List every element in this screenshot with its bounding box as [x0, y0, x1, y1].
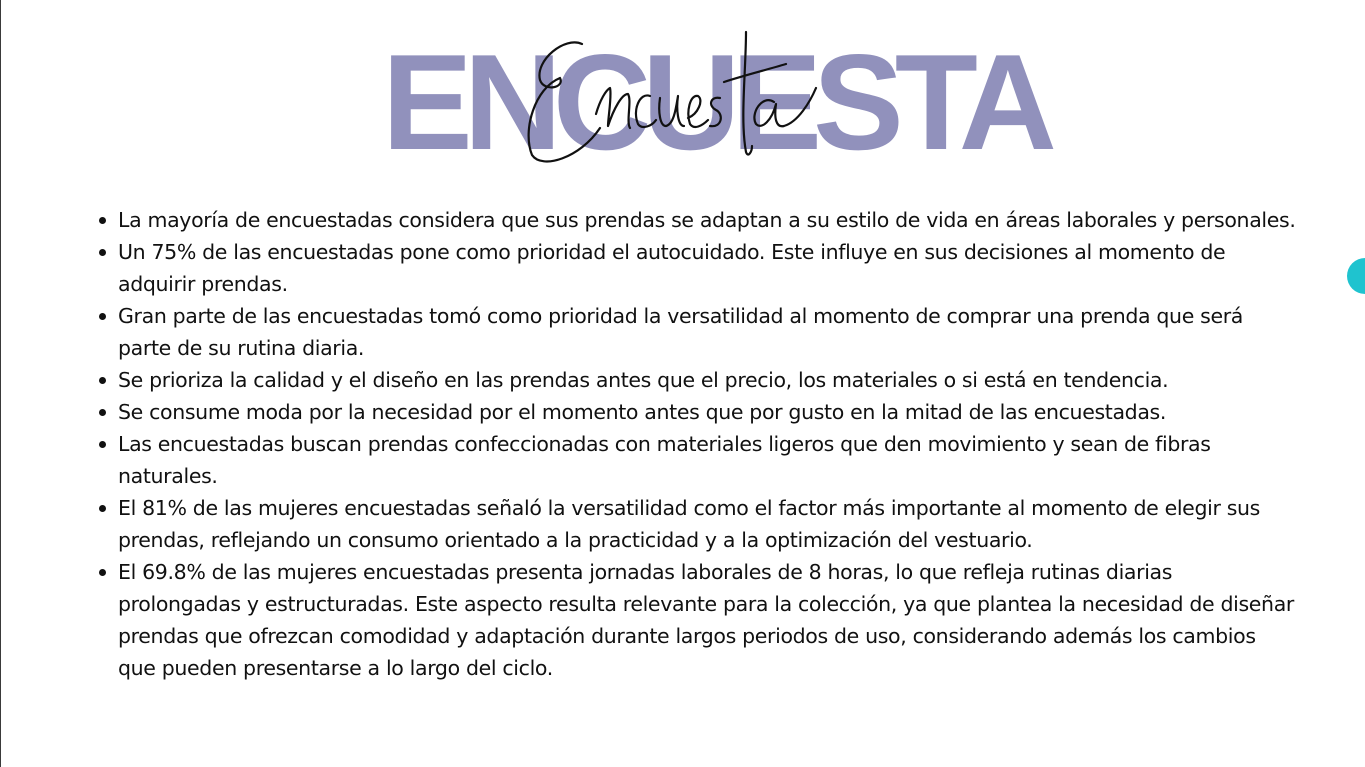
list-item: El 81% de las mujeres encuestadas señaló la versatilidad como el factor más importante al momento de elegir sus prendas, reflejando un consumo orientado a la practicidad y a la optimización del vestuario. — [98, 492, 1298, 556]
list-item: La mayoría de encuestadas considera que sus prendas se adaptan a su estilo de vida en áreas laborales y personales. — [98, 204, 1298, 236]
list-item: El 69.8% de las mujeres encuestadas presenta jornadas laborales de 8 horas, lo que refleja rutinas diarias prolongadas y estructuradas. Este aspecto resulta relevante para la colección, ya que plantea la necesidad de diseñar prendas que ofrezcan comodidad y adaptación durante largos periodos de uso, considerando además los cambios que pueden presentarse a lo largo del ciclo. — [98, 556, 1298, 684]
slide-left-border — [0, 0, 1, 767]
title-script-lettering — [510, 30, 850, 170]
list-item: Las encuestadas buscan prendas confeccionadas con materiales ligeros que den movimiento y sean de fibras naturales. — [98, 428, 1298, 492]
title-block-text: ENCUESTA — [382, 26, 1048, 178]
list-item: Se consume moda por la necesidad por el momento antes que por gusto en la mitad de las encuestadas. — [98, 396, 1298, 428]
list-item: Se prioriza la calidad y el diseño en las prendas antes que el precio, los materiales o si está en tendencia. — [98, 364, 1298, 396]
findings-list — [98, 204, 1298, 684]
list-item: Un 75% de las encuestadas pone como prioridad el autocuidado. Este influye en sus decisiones al momento de adquirir prendas. — [98, 236, 1298, 300]
title-group — [382, 26, 1048, 180]
side-panel-tab-icon[interactable] — [1347, 258, 1365, 294]
list-item: Gran parte de las encuestadas tomó como prioridad la versatilidad al momento de comprar una prenda que será parte de su rutina diaria. — [98, 300, 1298, 364]
